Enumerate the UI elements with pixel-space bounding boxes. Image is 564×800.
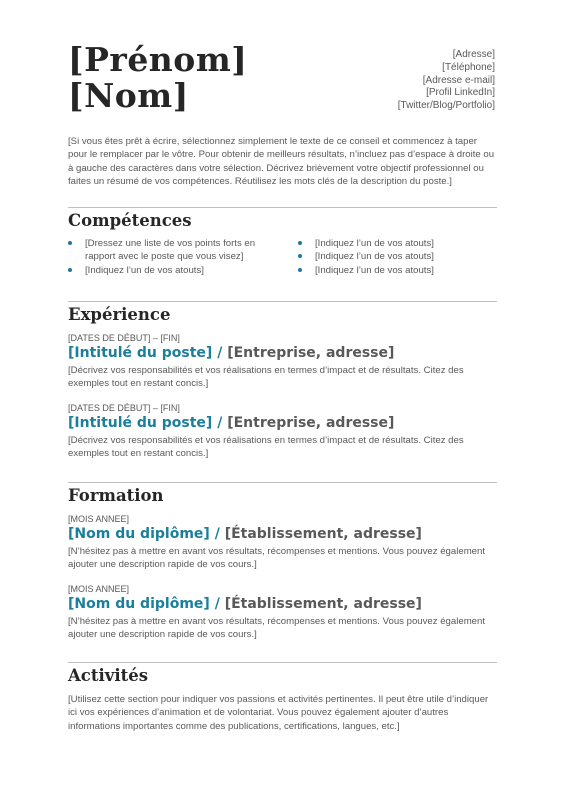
institution: [Établissement, adresse] xyxy=(224,526,422,542)
degree-name: [Nom du diplôme] xyxy=(68,596,210,612)
list-item: [Indiquez l’un de vos atouts] xyxy=(298,250,488,263)
job-title: [Intitulé du poste] xyxy=(68,345,213,361)
contact-email: [Adresse e-mail] xyxy=(422,74,495,86)
entry-description: [N’hésitez pas à mettre en avant vos résultats, récompenses et mentions. Vous pouvez également ajouter une description rapide de vos cours.] xyxy=(68,616,486,641)
bullet-icon xyxy=(68,241,72,245)
entry-heading xyxy=(68,414,497,432)
entry-description: [N’hésitez pas à mettre en avant vos résultats, récompenses et mentions. Vous pouvez également ajouter une description rapide de vos cours.] xyxy=(68,546,486,571)
contact-phone: [Téléphone] xyxy=(442,61,495,73)
entry-dates: [DATES DE DÉBUT] – [FIN] xyxy=(68,333,180,343)
section-title-activities: Activités xyxy=(68,666,149,685)
bullet-icon xyxy=(298,268,302,272)
bullet-icon xyxy=(298,254,302,258)
entry-description: [Décrivez vos responsabilités et vos réalisations en termes d’impact et de résultats. Citez des exemples tout en restant concis.] xyxy=(68,435,464,460)
contact-address: [Adresse] xyxy=(452,49,495,60)
education-entry xyxy=(68,513,497,572)
skills-list-left xyxy=(68,237,268,277)
experience-entry xyxy=(68,402,497,461)
first-name: [Prénom] xyxy=(68,40,248,79)
bullet-icon xyxy=(68,268,72,272)
job-title: [Intitulé du poste] xyxy=(68,415,213,431)
list-item: [Indiquez l’un de vos atouts] xyxy=(298,237,488,250)
section-title-education: Formation xyxy=(68,486,164,505)
company: [Entreprise, adresse] xyxy=(227,415,395,431)
entry-heading xyxy=(68,595,497,613)
entry-dates: [MOIS ANNEE] xyxy=(68,514,130,524)
entry-heading xyxy=(68,525,497,543)
degree-name: [Nom du diplôme] xyxy=(68,526,210,542)
section-title-experience: Expérience xyxy=(68,305,171,324)
separator: / xyxy=(214,526,220,542)
company: [Entreprise, adresse] xyxy=(227,345,395,361)
skills-list-right xyxy=(298,237,488,277)
contact-linkedin: [Profil LinkedIn] xyxy=(426,87,495,99)
separator: / xyxy=(214,596,220,612)
entry-dates: [MOIS ANNEE] xyxy=(68,584,130,594)
last-name: [Nom] xyxy=(68,76,189,115)
section-title-skills: Compétences xyxy=(68,211,192,230)
activities-text: [Utilisez cette section pour indiquer vos passions et activités pertinentes. Il peut être utile d’indiquer ici vos expériences d’animation et de volontariat. Vous pouvez également ajouter d’autres informations importantes comme des publications, certifications, langues, etc.] xyxy=(68,694,489,732)
contact-block xyxy=(398,49,495,113)
experience-entry xyxy=(68,332,497,391)
divider-education xyxy=(68,482,497,483)
candidate-name xyxy=(68,42,247,114)
entry-description: [Décrivez vos responsabilités et vos réalisations en termes d’impact et de résultats. Citez des exemples tout en restant concis.] xyxy=(68,365,464,390)
education-entry xyxy=(68,583,497,642)
entry-dates: [DATES DE DÉBUT] – [FIN] xyxy=(68,403,180,413)
contact-portfolio: [Twitter/Blog/Portfolio] xyxy=(397,100,495,112)
list-item: [Dressez une liste de vos points forts en rapport avec le poste que vous visez] xyxy=(68,237,268,264)
separator: / xyxy=(217,345,223,361)
divider-skills xyxy=(68,207,497,208)
list-item: [Indiquez l’un de vos atouts] xyxy=(68,264,268,277)
intro-paragraph: [Si vous êtes prêt à écrire, sélectionnez simplement le texte de ce conseil et commencez à taper pour le remplacer par le vôtre. Pour obtenir de meilleurs résultats, n’incluez pas d’espace à droite ou à gauche des caractères dans votre sélection. Décrivez brièvement votre objectif professionnel ou faites un résumé de vos compétences. Réutilisez les mots clés de la description du poste.] xyxy=(68,136,495,188)
bullet-icon xyxy=(298,241,302,245)
divider-activities xyxy=(68,662,497,663)
divider-experience xyxy=(68,301,497,302)
entry-heading xyxy=(68,344,497,362)
separator: / xyxy=(217,415,223,431)
institution: [Établissement, adresse] xyxy=(224,596,422,612)
list-item: [Indiquez l’un de vos atouts] xyxy=(298,264,488,277)
